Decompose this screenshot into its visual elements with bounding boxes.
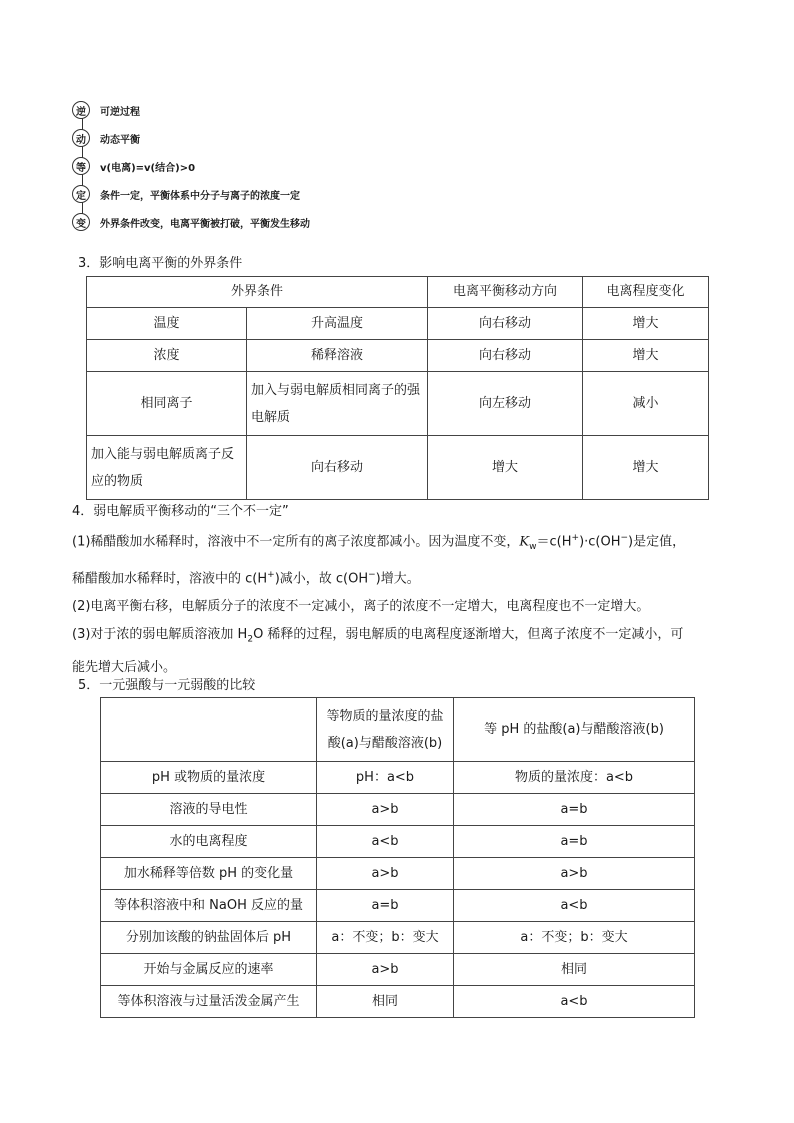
table-cell: a<b	[454, 986, 695, 1018]
table-cell: 相同离子	[87, 372, 247, 436]
table-cell: a<b	[317, 826, 454, 858]
paragraph-3	[72, 621, 724, 682]
table-row	[101, 922, 695, 954]
diagram-circle: 变	[72, 213, 90, 231]
table-row	[87, 308, 709, 340]
table-cell: 增大	[583, 436, 709, 500]
text-run: 能先增大后减小。	[72, 659, 177, 675]
table-header-cell: 电离程度变化	[583, 277, 709, 308]
text-run: )是定值，	[628, 534, 686, 550]
table-cell: 增大	[583, 308, 709, 340]
table-cell: 分别加该酸的钠盐固体后 pH	[101, 922, 317, 954]
text-run: )·c(OH	[579, 534, 621, 550]
text-run: (1)稀醋酸加水稀释时，溶液中不一定所有的离子浓度都减小。因为温度不变，	[72, 534, 520, 550]
table-cell: 浓度	[87, 340, 247, 372]
table-header-row	[87, 277, 709, 308]
diagram-item-text: 条件一定，平衡体系中分子与离子的浓度一定	[100, 190, 300, 202]
table-cell: 升高温度	[247, 308, 428, 340]
table-header-row	[101, 698, 695, 762]
table-cell: 向右移动	[428, 340, 583, 372]
equilibrium-features-diagram	[72, 98, 492, 238]
superscript: +	[571, 533, 580, 543]
table-cell: 加入能与弱电解质离子反应的物质	[87, 436, 247, 500]
section-5-title: 5．一元强酸与一元弱酸的比较	[78, 678, 256, 693]
superscript: −	[620, 533, 629, 543]
text-run: )减小，故 c(OH	[274, 571, 369, 587]
table-cell: a：不变；b：变大	[454, 922, 695, 954]
section-3-title: 3．影响电离平衡的外界条件	[78, 256, 243, 271]
diagram-circle: 逆	[72, 101, 90, 119]
table-cell: 减小	[583, 372, 709, 436]
table-row	[101, 762, 695, 794]
table-header-cell: 外界条件	[87, 277, 428, 308]
table-cell: 相同	[454, 954, 695, 986]
diagram-item	[72, 100, 140, 120]
kw-symbol: K	[519, 534, 530, 550]
diagram-item	[72, 184, 300, 204]
table-row	[101, 954, 695, 986]
table-cell: a：不变；b：变大	[317, 922, 454, 954]
diagram-item	[72, 212, 310, 232]
table-cell: 相同	[317, 986, 454, 1018]
table-cell: 溶液的导电性	[101, 794, 317, 826]
superscript: −	[368, 569, 376, 580]
table-cell: 水的电离程度	[101, 826, 317, 858]
diagram-circle: 定	[72, 185, 90, 203]
diagram-circle: 动	[72, 129, 90, 147]
diagram-circle: 等	[72, 157, 90, 175]
superscript: +	[267, 569, 275, 580]
table-cell: pH 或物质的量浓度	[101, 762, 317, 794]
table-cell: a=b	[317, 890, 454, 922]
diagram-item-text: 动态平衡	[100, 134, 140, 146]
table-cell: 增大	[428, 436, 583, 500]
table-cell: a>b	[317, 858, 454, 890]
table-cell: a<b	[454, 890, 695, 922]
acid-comparison-table	[100, 697, 695, 1018]
table-cell: 温度	[87, 308, 247, 340]
table-cell: a>b	[317, 954, 454, 986]
table-row	[101, 890, 695, 922]
table-row	[101, 794, 695, 826]
table-cell: 加水稀释等倍数 pH 的变化量	[101, 858, 317, 890]
table-header-cell	[101, 698, 317, 762]
table-cell: pH：a<b	[317, 762, 454, 794]
table-cell: 等体积溶液中和 NaOH 反应的量	[101, 890, 317, 922]
table-cell: 稀释溶液	[247, 340, 428, 372]
paragraph-1	[72, 524, 724, 593]
table-cell: 增大	[583, 340, 709, 372]
table-cell: 开始与金属反应的速率	[101, 954, 317, 986]
diagram-item	[72, 156, 195, 176]
table-row	[87, 436, 709, 500]
text-run: ＝c(H	[536, 534, 572, 550]
table-cell: a=b	[454, 794, 695, 826]
section-4-title: 4．弱电解质平衡移动的“三个不一定”	[72, 504, 289, 519]
table-cell: 等体积溶液与过量活泼金属产生	[101, 986, 317, 1018]
section-4-body	[72, 524, 724, 682]
text-run: O 稀释的过程，弱电解质的电离程度逐渐增大，但离子浓度不一定减小，可	[253, 627, 684, 643]
table-cell: 向右移动	[247, 436, 428, 500]
table-cell: a=b	[454, 826, 695, 858]
table-cell: a>b	[454, 858, 695, 890]
text-run: )增大。	[375, 571, 420, 587]
table-cell: 加入与弱电解质相同离子的强电解质	[247, 372, 428, 436]
table-header-cell: 等物质的量浓度的盐酸(a)与醋酸溶液(b)	[317, 698, 454, 762]
table-cell: 向右移动	[428, 308, 583, 340]
table-row	[87, 340, 709, 372]
table-row	[101, 826, 695, 858]
table-row	[101, 986, 695, 1018]
table-row	[87, 372, 709, 436]
table-cell: 向左移动	[428, 372, 583, 436]
diagram-item	[72, 128, 140, 148]
text-run: (3)对于浓的弱电解质溶液加 H	[72, 627, 248, 643]
diagram-item-text: v(电离)=v(结合)>0	[100, 162, 196, 174]
diagram-item-text: 外界条件改变，电离平衡被打破，平衡发生移动	[100, 218, 310, 230]
table-cell: 物质的量浓度：a<b	[454, 762, 695, 794]
table-header-cell: 等 pH 的盐酸(a)与醋酸溶液(b)	[454, 698, 695, 762]
text-run: 稀醋酸加水稀释时，溶液中的 c(H	[72, 571, 268, 587]
table-cell: a>b	[317, 794, 454, 826]
subscript: w	[529, 541, 537, 552]
table-header-cell: 电离平衡移动方向	[428, 277, 583, 308]
diagram-item-text: 可逆过程	[100, 106, 140, 118]
paragraph-2: (2)电离平衡右移，电解质分子的浓度不一定减小，离子的浓度不一定增大，电离程度也不一定增大。	[72, 599, 650, 615]
external-conditions-table	[86, 276, 709, 500]
table-row	[101, 858, 695, 890]
subscript: 2	[247, 634, 254, 645]
